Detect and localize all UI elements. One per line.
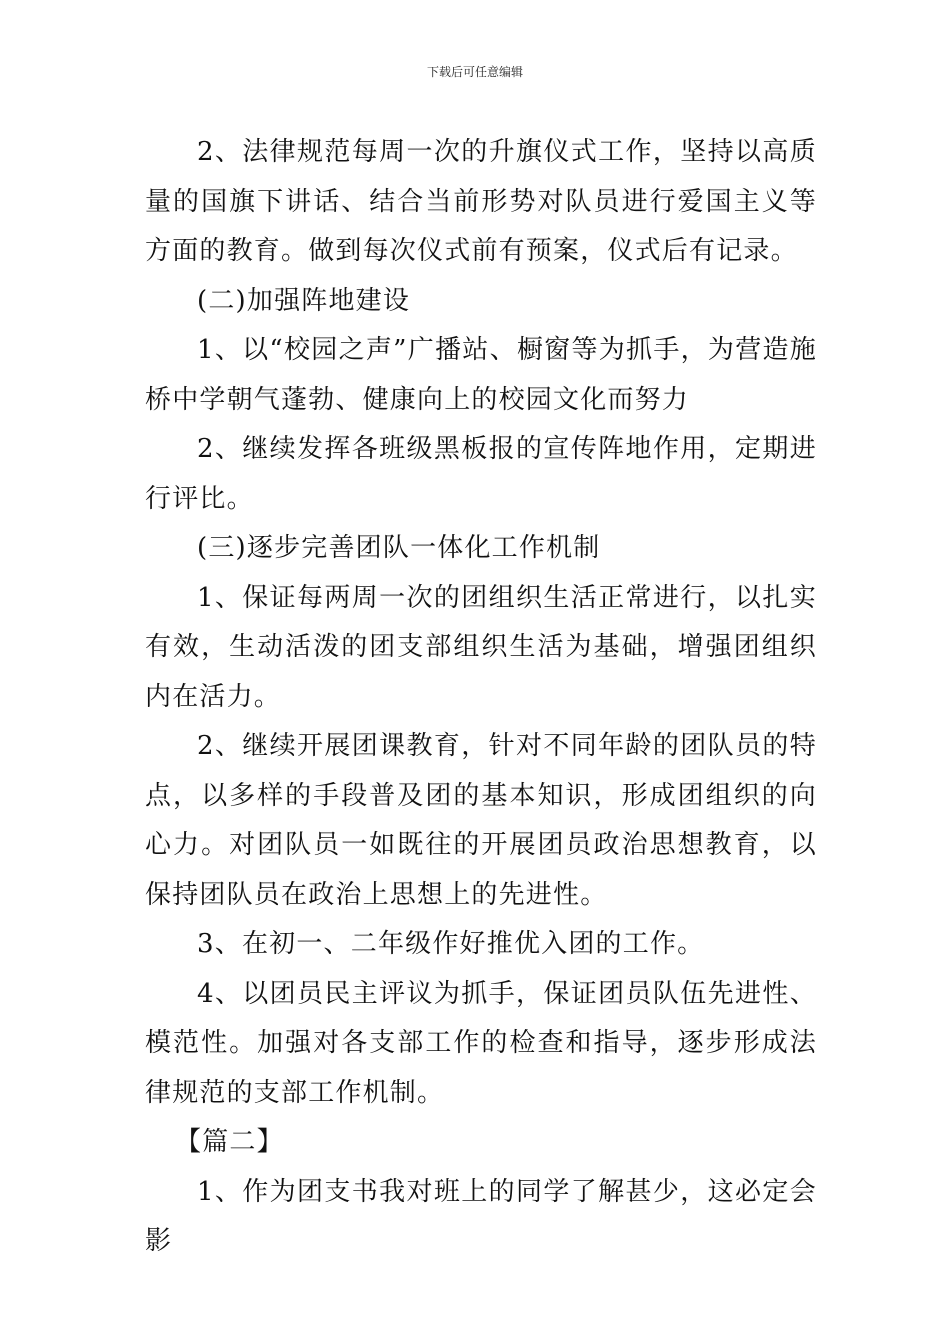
section-heading-team-mechanism: (三)逐步完善团队一体化工作机制 [197, 533, 601, 563]
chapter-heading: 【篇二】 [175, 1127, 284, 1157]
paragraph-league-life: 1、保证每两周一次的团组织生活正常进行，以扎实有效，生动活泼的团支部组织生活为基础，增强团组织内在活力。 [145, 582, 817, 712]
document-body [145, 128, 817, 1267]
page-header: 下载后可任意编辑 [426, 65, 523, 79]
paragraph-democratic-review: 4、以团员民主评议为抓手，保证团员队伍先进性、模范性。加强对各支部工作的检查和指导，逐步形成法律规范的支部工作机制。 [145, 978, 817, 1108]
paragraph-campus-voice: 1、以“校园之声”广播站、橱窗等为抓手，为营造施桥中学朝气蓬勃、健康向上的校园文化而努力 [145, 335, 817, 415]
paragraph-secretary: 1、作为团支书我对班上的同学了解甚少，这必定会影 [145, 1176, 817, 1256]
section-heading-position-building: (二)加强阵地建设 [197, 285, 411, 316]
paragraph-recommend-join: 3、在初一、二年级作好推优入团的工作。 [197, 929, 705, 959]
paragraph-flag-ceremony: 2、法律规范每周一次的升旗仪式工作，坚持以高质量的国旗下讲话、结合当前形势对队员进行爱国主义等方面的教育。做到每次仪式前有预案，仪式后有记录。 [145, 137, 817, 266]
paragraph-blackboard: 2、继续发挥各班级黑板报的宣传阵地作用，定期进行评比。 [145, 434, 817, 514]
paragraph-league-education: 2、继续开展团课教育，针对不同年龄的团队员的特点，以多样的手段普及团的基本知识，形成团组织的向心力。对团队员一如既往的开展团员政治思想教育，以保持团队员在政治上思想上的先进性。 [145, 731, 817, 910]
